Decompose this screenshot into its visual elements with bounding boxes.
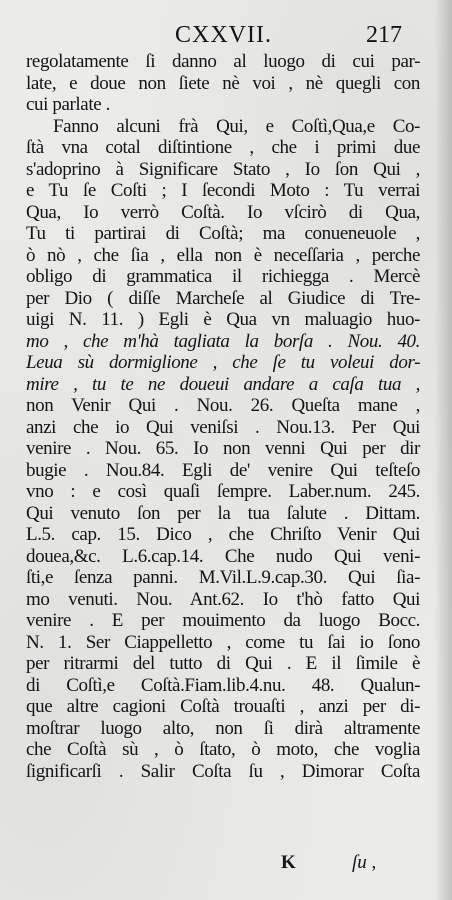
signature-mark: K <box>281 852 296 873</box>
text-line-24: douea,&c. L.6.cap.14. Che nudo Qui veni- <box>26 545 420 567</box>
text-line-15: Leua sù dormiglione , che ſe tu voleui dor- <box>26 352 420 373</box>
text-line-6: s'adoprino à Significare Stato , Io ſon Qui , <box>26 158 420 180</box>
text-line-14: mo , che m'hà tagliata la borſa . Nou. 40. <box>26 330 420 352</box>
text-line-1: regolatamente ſi danno al luogo di cui par- <box>26 51 420 72</box>
text-line-21: vno : e così quaſi ſempre. Laber.num. 245. <box>26 481 420 502</box>
text-line-26: mo venuti. Nou. Ant.62. Io t'hò fatto Qui <box>26 588 420 610</box>
text-line-11: obligo di grammatica il richiegga . Mercè <box>26 266 420 287</box>
page-number: 217 <box>366 22 402 48</box>
text-line-28: N. 1. Ser Ciappelletto , come tu ſai io ſono <box>26 631 420 653</box>
text-line-13: uigi N. 11. ) Egli è Qua vn maluagio huo- <box>26 309 420 330</box>
text-line-8: Qua, Io verrò Coſtà. Io vſcirò di Qua, <box>26 201 420 223</box>
text-line-34: ſignificarſi . Salir Coſta ſu , Dimorar Coſta <box>26 760 420 782</box>
text-line-12: per Dio ( diſſe Marcheſe al Giudice di Tre- <box>26 287 420 309</box>
text-line-29: per ritrarmi del tutto di Qui . E il ſimile è <box>26 653 420 674</box>
text-line-23: L.5. cap. 15. Dico , che Chriſto Venir Qui <box>26 524 420 545</box>
text-line-10: ò nò , che ſia , ella non è neceſſaria , perche <box>26 244 420 266</box>
text-line-7: e Tu ſe Coſti ; I ſecondi Moto : Tu verrai <box>26 180 420 201</box>
text-line-32: moſtrar luogo alto, non ſi dirà altramente <box>26 717 420 739</box>
body-text <box>26 51 420 782</box>
text-line-5: ſtà vna cotal diſtintione , che i primi due <box>26 137 420 158</box>
page-edge-shadow <box>434 0 452 900</box>
text-line-22: Qui venuto ſon per la tua ſalute . Dittam. <box>26 502 420 524</box>
text-line-33: che Coſtà sù , ò ſtato, ò moto, che voglia <box>26 739 420 760</box>
text-line-2: late, e doue non ſiete nè voi , nè quegli con <box>26 72 420 94</box>
text-line-3: cui parlate . <box>26 94 110 115</box>
text-line-16: mire , tu te ne doueui andare a caſa tua , <box>26 373 420 395</box>
text-line-27: venire . E per mouimento da luogo Bocc. <box>26 610 420 631</box>
catchword: ſu , <box>352 852 377 873</box>
text-line-9: Tu ti partirai di Coſtà; ma conueneuole , <box>26 223 420 244</box>
text-line-20: bugie . Nou.84. Egli de' venire Qui teſteſo <box>26 459 420 481</box>
text-line-18: anzi che io Qui veniſsi . Nou.13. Per Qui <box>26 416 420 438</box>
text-line-31: que altre cagioni Coſtà trouaſti , anzi per di- <box>26 696 420 717</box>
chapter-numeral: CXXVII. <box>175 22 272 48</box>
text-line-4: Fanno alcuni frà Qui, e Coſtì,Qua,e Co- <box>53 115 420 137</box>
text-line-19: venire . Nou. 65. Io non venni Qui per dir <box>26 438 420 459</box>
text-line-25: ſti,e ſenza panni. M.Vil.L.9.cap.30. Qui ſia- <box>26 567 420 588</box>
running-header <box>0 22 452 52</box>
text-line-17: non Venir Qui . Nou. 26. Queſta mane , <box>26 395 420 416</box>
text-line-30: di Coſtì,e Coſtà.Fiam.lib.4.nu. 48. Qualun- <box>26 674 420 696</box>
